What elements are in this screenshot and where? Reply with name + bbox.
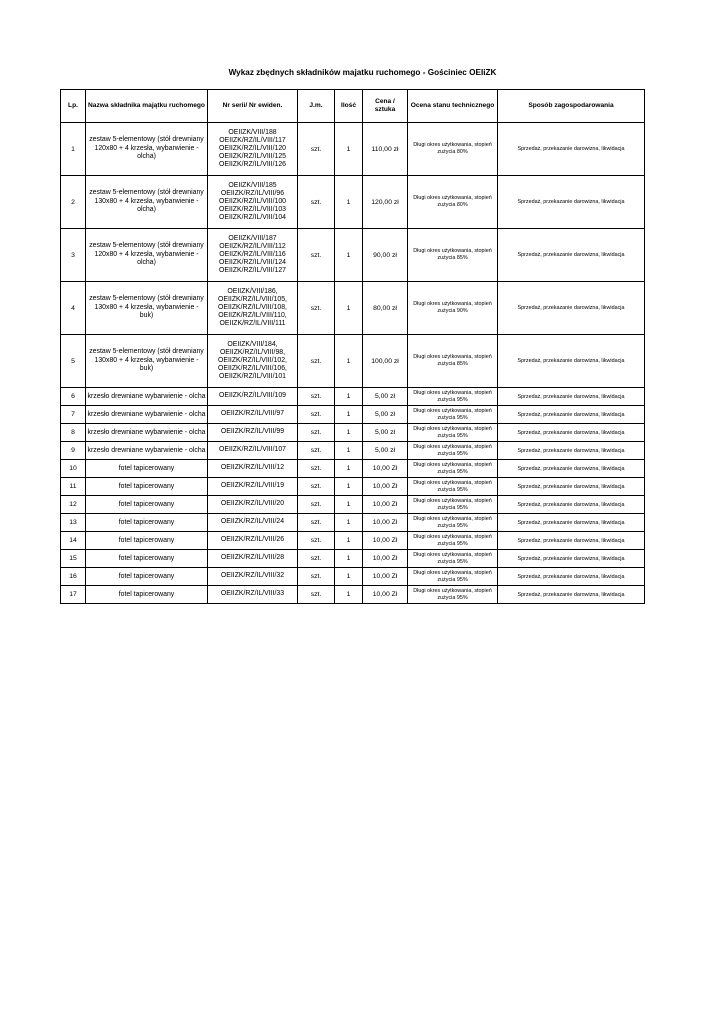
cell-price: 10,00 Zł: [363, 496, 408, 514]
cell-name: krzesło drewniane wybarwienie - olcha: [86, 388, 208, 406]
serial-number: OEIIZK/RZ/IL/VIII/97: [220, 410, 285, 418]
cell-lp: 3: [61, 229, 86, 282]
cell-serial: [208, 424, 298, 442]
cell-price: 10,00 Zł: [363, 586, 408, 604]
cell-unit: szt.: [298, 568, 335, 586]
cell-name: fotel tapicerowany: [86, 478, 208, 496]
serial-number: OEIIZK/RZ/IL/VIII/120: [218, 144, 286, 152]
cell-name: zestaw 5-elementowy (stół drewniany 130x80 + 4 krzesła, wybarwienie - olcha): [86, 176, 208, 229]
cell-price: 10,00 Zł: [363, 568, 408, 586]
header-price: Cena / sztuka: [363, 90, 408, 123]
cell-qty: 1: [335, 388, 363, 406]
serial-number: OEIIZK/RZ/IL/VIII/105,: [218, 295, 287, 303]
table-row: [61, 568, 645, 586]
cell-name: fotel tapicerowany: [86, 568, 208, 586]
cell-price: 5,00 zł: [363, 388, 408, 406]
cell-price: 80,00 zł: [363, 282, 408, 335]
cell-condition: Długi okres użytkowania, stopień zużycia 95%: [408, 406, 498, 424]
serial-number: OEIIZK/RZ/IL/VIII/104: [218, 214, 286, 222]
serial-number: OEIIZK/RZ/IL/VIII/102,: [218, 356, 287, 364]
serial-number: OEIIZK/RZ/IL/VIII/24: [220, 518, 285, 526]
cell-condition: Długi okres użytkowania, stopień zużycia 95%: [408, 550, 498, 568]
cell-lp: 8: [61, 424, 86, 442]
serial-number: OEIIZK/RZ/IL/VIII/19: [220, 482, 285, 490]
cell-qty: 1: [335, 496, 363, 514]
cell-qty: 1: [335, 176, 363, 229]
cell-unit: szt.: [298, 335, 335, 388]
cell-qty: 1: [335, 550, 363, 568]
cell-name: krzesło drewniane wybarwienie - olcha: [86, 424, 208, 442]
serial-number: OEIIZK/RZ/IL/VIII/125: [218, 153, 286, 161]
cell-unit: szt.: [298, 478, 335, 496]
cell-name: krzesło drewniane wybarwienie - olcha: [86, 406, 208, 424]
table-row: [61, 442, 645, 460]
cell-lp: 16: [61, 568, 86, 586]
cell-lp: 6: [61, 388, 86, 406]
cell-lp: 9: [61, 442, 86, 460]
cell-unit: szt.: [298, 229, 335, 282]
serial-number: OEIIZK/VIII/184,: [227, 340, 278, 348]
cell-unit: szt.: [298, 424, 335, 442]
cell-price: 10,00 Zł: [363, 478, 408, 496]
cell-usage: Sprzedaż, przekazanie darowizna, likwidacja: [498, 460, 645, 478]
cell-name: zestaw 5-elementowy (stół drewniany 120x80 + 4 krzesła, wybarwienie - olcha): [86, 123, 208, 176]
cell-price: 10,00 Zł: [363, 514, 408, 532]
cell-qty: 1: [335, 442, 363, 460]
cell-name: krzesło drewniane wybarwienie - olcha: [86, 442, 208, 460]
header-lp: Lp.: [61, 90, 86, 123]
serial-number: OEIIZK/RZ/IL/VIII/100: [218, 197, 286, 205]
cell-serial: [208, 282, 298, 335]
cell-qty: 1: [335, 478, 363, 496]
cell-name: fotel tapicerowany: [86, 586, 208, 604]
serial-number: OEIIZK/RZ/IL/VIII/107: [218, 446, 286, 454]
cell-qty: 1: [335, 123, 363, 176]
cell-name: fotel tapicerowany: [86, 532, 208, 550]
table-row: [61, 123, 645, 176]
cell-condition: Długi okres użytkowania, stopień zużycia 95%: [408, 496, 498, 514]
cell-lp: 1: [61, 123, 86, 176]
serial-number: OEIIZK/RZ/IL/VIII/124: [218, 259, 286, 267]
cell-lp: 15: [61, 550, 86, 568]
cell-qty: 1: [335, 406, 363, 424]
table-row: [61, 282, 645, 335]
cell-name: fotel tapicerowany: [86, 460, 208, 478]
serial-number: OEIIZK/RZ/IL/VIII/112: [219, 242, 286, 250]
serial-number: OEIIZK/RZ/IL/VIII/108,: [218, 303, 287, 311]
cell-lp: 12: [61, 496, 86, 514]
cell-unit: szt.: [298, 496, 335, 514]
cell-condition: Długi okres użytkowania, stopień zużycia 95%: [408, 460, 498, 478]
cell-price: 10,00 Zł: [363, 460, 408, 478]
cell-price: 5,00 zł: [363, 406, 408, 424]
cell-lp: 10: [61, 460, 86, 478]
cell-qty: 1: [335, 586, 363, 604]
cell-condition: Długi okres użytkowania, stopień zużycia 85%: [408, 335, 498, 388]
cell-lp: 2: [61, 176, 86, 229]
table-header-row: [61, 90, 645, 123]
cell-unit: szt.: [298, 460, 335, 478]
table-row: [61, 229, 645, 282]
serial-number: OEIIZK/RZ/IL/VIII/127: [218, 267, 286, 275]
cell-usage: Sprzedaż, przekazanie darowizna, likwidacja: [498, 282, 645, 335]
serial-number: OEIIZK/RZ/IL/VIII/32: [220, 572, 285, 580]
cell-usage: Sprzedaż, przekazanie darowizna, likwidacja: [498, 176, 645, 229]
cell-usage: Sprzedaż, przekazanie darowizna, likwidacja: [498, 496, 645, 514]
cell-unit: szt.: [298, 532, 335, 550]
serial-number: OEIIZK/RZ/IL/VIII/111: [219, 320, 286, 328]
inventory-table: [60, 89, 645, 604]
table-row: [61, 478, 645, 496]
cell-qty: 1: [335, 514, 363, 532]
cell-price: 10,00 Zł: [363, 532, 408, 550]
table-row: [61, 388, 645, 406]
serial-number: OEIIZK/RZ/IL/VIII/12: [220, 464, 285, 472]
serial-number: OEIIZK/RZ/IL/VIII/26: [220, 536, 285, 544]
cell-lp: 11: [61, 478, 86, 496]
cell-unit: szt.: [298, 282, 335, 335]
cell-usage: Sprzedaż, przekazanie darowizna, likwidacja: [498, 478, 645, 496]
serial-number: OEIIZK/VIII/186,: [227, 287, 278, 295]
cell-unit: szt.: [298, 176, 335, 229]
table-row: [61, 424, 645, 442]
cell-name: zestaw 5-elementowy (stół drewniany 130x80 + 4 krzesła, wybarwienie - buk): [86, 282, 208, 335]
table-row: [61, 460, 645, 478]
cell-condition: Długi okres użytkowania, stopień zużycia 90%: [408, 282, 498, 335]
cell-price: 90,00 zł: [363, 229, 408, 282]
serial-number: OEIIZK/RZ/IL/VIII/110,: [218, 312, 287, 320]
cell-qty: 1: [335, 424, 363, 442]
cell-condition: Długi okres użytkowania, stopień zużycia 95%: [408, 514, 498, 532]
cell-serial: [208, 229, 298, 282]
cell-condition: Długi okres użytkowania, stopień zużycia 95%: [408, 388, 498, 406]
header-usage: Sposób zagospodarowania: [498, 90, 645, 123]
cell-usage: Sprzedaż, przekazanie darowizna, likwidacja: [498, 568, 645, 586]
cell-serial: [208, 514, 298, 532]
cell-unit: szt.: [298, 514, 335, 532]
cell-condition: Długi okres użytkowania, stopień zużycia 95%: [408, 568, 498, 586]
cell-usage: Sprzedaż, przekazanie darowizna, likwidacja: [498, 424, 645, 442]
cell-usage: Sprzedaż, przekazanie darowizna, likwidacja: [498, 335, 645, 388]
table-row: [61, 176, 645, 229]
cell-condition: Długi okres użytkowania, stopień zużycia 95%: [408, 442, 498, 460]
serial-number: OEIIZK/RZ/IL/VIII/98,: [219, 348, 286, 356]
table-body: [61, 123, 645, 604]
serial-number: OEIIZK/VIII/187: [228, 234, 277, 242]
cell-condition: Długi okres użytkowania, stopień zużycia 95%: [408, 478, 498, 496]
cell-usage: Sprzedaż, przekazanie darowizna, likwidacja: [498, 550, 645, 568]
cell-usage: Sprzedaż, przekazanie darowizna, likwidacja: [498, 514, 645, 532]
header-condition: Ocena stanu technicznego: [408, 90, 498, 123]
cell-lp: 7: [61, 406, 86, 424]
table-row: [61, 586, 645, 604]
cell-name: zestaw 5-elementowy (stół drewniany 130x80 + 4 krzesła, wybarwienie - buk): [86, 335, 208, 388]
cell-lp: 13: [61, 514, 86, 532]
serial-number: OEIIZK/RZ/IL/VIII/106,: [218, 365, 287, 373]
cell-price: 10,00 Zł: [363, 550, 408, 568]
cell-condition: Długi okres użytkowania, stopień zużycia 95%: [408, 424, 498, 442]
header-qty: Ilość: [335, 90, 363, 123]
serial-number: OEIIZK/RZ/IL/VIII/33: [220, 590, 285, 598]
cell-price: 5,00 zł: [363, 424, 408, 442]
cell-unit: szt.: [298, 550, 335, 568]
cell-usage: Sprzedaż, przekazanie darowizna, likwidacja: [498, 442, 645, 460]
cell-condition: Długi okres użytkowania, stopień zużycia 80%: [408, 123, 498, 176]
cell-qty: 1: [335, 335, 363, 388]
serial-number: OEIIZK/RZ/IL/VIII/28: [220, 554, 285, 562]
cell-price: 110,00 zł: [363, 123, 408, 176]
document-title: Wykaz zbędnych składników majatku ruchomego - Gościniec OEIiZK: [228, 68, 497, 77]
cell-usage: Sprzedaż, przekazanie darowizna, likwidacja: [498, 532, 645, 550]
cell-condition: Długi okres użytkowania, stopień zużycia 95%: [408, 532, 498, 550]
serial-number: OEIIZK/RZ/IL/VIII/99: [220, 428, 285, 436]
cell-price: 5,00 zł: [363, 442, 408, 460]
table-row: [61, 335, 645, 388]
cell-lp: 17: [61, 586, 86, 604]
cell-qty: 1: [335, 568, 363, 586]
cell-serial: [208, 586, 298, 604]
cell-serial: [208, 123, 298, 176]
cell-serial: [208, 550, 298, 568]
cell-usage: Sprzedaż, przekazanie darowizna, likwidacja: [498, 586, 645, 604]
serial-number: OEIIZK/VIII/185: [228, 181, 277, 189]
table-row: [61, 514, 645, 532]
cell-serial: [208, 335, 298, 388]
cell-lp: 14: [61, 532, 86, 550]
cell-usage: Sprzedaż, przekazanie darowizna, likwidacja: [498, 229, 645, 282]
serial-number: OEIIZK/RZ/IL/VIII/103: [218, 206, 286, 214]
cell-lp: 5: [61, 335, 86, 388]
cell-qty: 1: [335, 229, 363, 282]
cell-price: 100,00 zł: [363, 335, 408, 388]
serial-number: OEIIZK/RZ/IL/VIII/109: [218, 392, 286, 400]
serial-number: OEIIZK/RZ/IL/VIII/117: [219, 136, 286, 144]
table-row: [61, 496, 645, 514]
cell-serial: [208, 568, 298, 586]
table-row: [61, 406, 645, 424]
cell-name: fotel tapicerowany: [86, 550, 208, 568]
cell-usage: Sprzedaż, przekazanie darowizna, likwidacja: [498, 388, 645, 406]
cell-unit: szt.: [298, 406, 335, 424]
header-unit: J.m.: [298, 90, 335, 123]
cell-serial: [208, 532, 298, 550]
cell-unit: szt.: [298, 586, 335, 604]
cell-name: zestaw 5-elementowy (stół drewniany 120x80 + 4 krzesła, wybarwienie - olcha): [86, 229, 208, 282]
cell-usage: Sprzedaż, przekazanie darowizna, likwidacja: [498, 123, 645, 176]
cell-serial: [208, 496, 298, 514]
header-serial: Nr serii/ Nr ewiden.: [208, 90, 298, 123]
cell-serial: [208, 388, 298, 406]
cell-condition: Długi okres użytkowania, stopień zużycia 95%: [408, 586, 498, 604]
cell-condition: Długi okres użytkowania, stopień zużycia 80%: [408, 176, 498, 229]
cell-unit: szt.: [298, 388, 335, 406]
header-name: Nazwa składnika majątku ruchomego: [86, 90, 208, 123]
cell-qty: 1: [335, 532, 363, 550]
cell-condition: Długi okres użytkowania, stopień zużycia 85%: [408, 229, 498, 282]
table-row: [61, 550, 645, 568]
cell-serial: [208, 176, 298, 229]
serial-number: OEIIZK/RZ/IL/VIII/101: [218, 373, 286, 381]
cell-serial: [208, 442, 298, 460]
cell-lp: 4: [61, 282, 86, 335]
serial-number: OEIIZK/RZ/IL/VIII/96: [220, 189, 285, 197]
serial-number: OEIIZK/RZ/IL/VIII/126: [218, 161, 286, 169]
cell-unit: szt.: [298, 442, 335, 460]
serial-number: OEIIZK/RZ/IL/VIII/20: [220, 500, 285, 508]
cell-usage: Sprzedaż, przekazanie darowizna, likwidacja: [498, 406, 645, 424]
cell-serial: [208, 460, 298, 478]
cell-name: fotel tapicerowany: [86, 514, 208, 532]
table-row: [61, 532, 645, 550]
serial-number: OEIIZK/RZ/IL/VIII/116: [219, 250, 286, 258]
cell-name: fotel tapicerowany: [86, 496, 208, 514]
cell-unit: szt.: [298, 123, 335, 176]
cell-serial: [208, 478, 298, 496]
cell-price: 120,00 zł: [363, 176, 408, 229]
cell-qty: 1: [335, 282, 363, 335]
cell-serial: [208, 406, 298, 424]
serial-number: OEIIZK/VIII/188: [228, 128, 277, 136]
cell-qty: 1: [335, 460, 363, 478]
